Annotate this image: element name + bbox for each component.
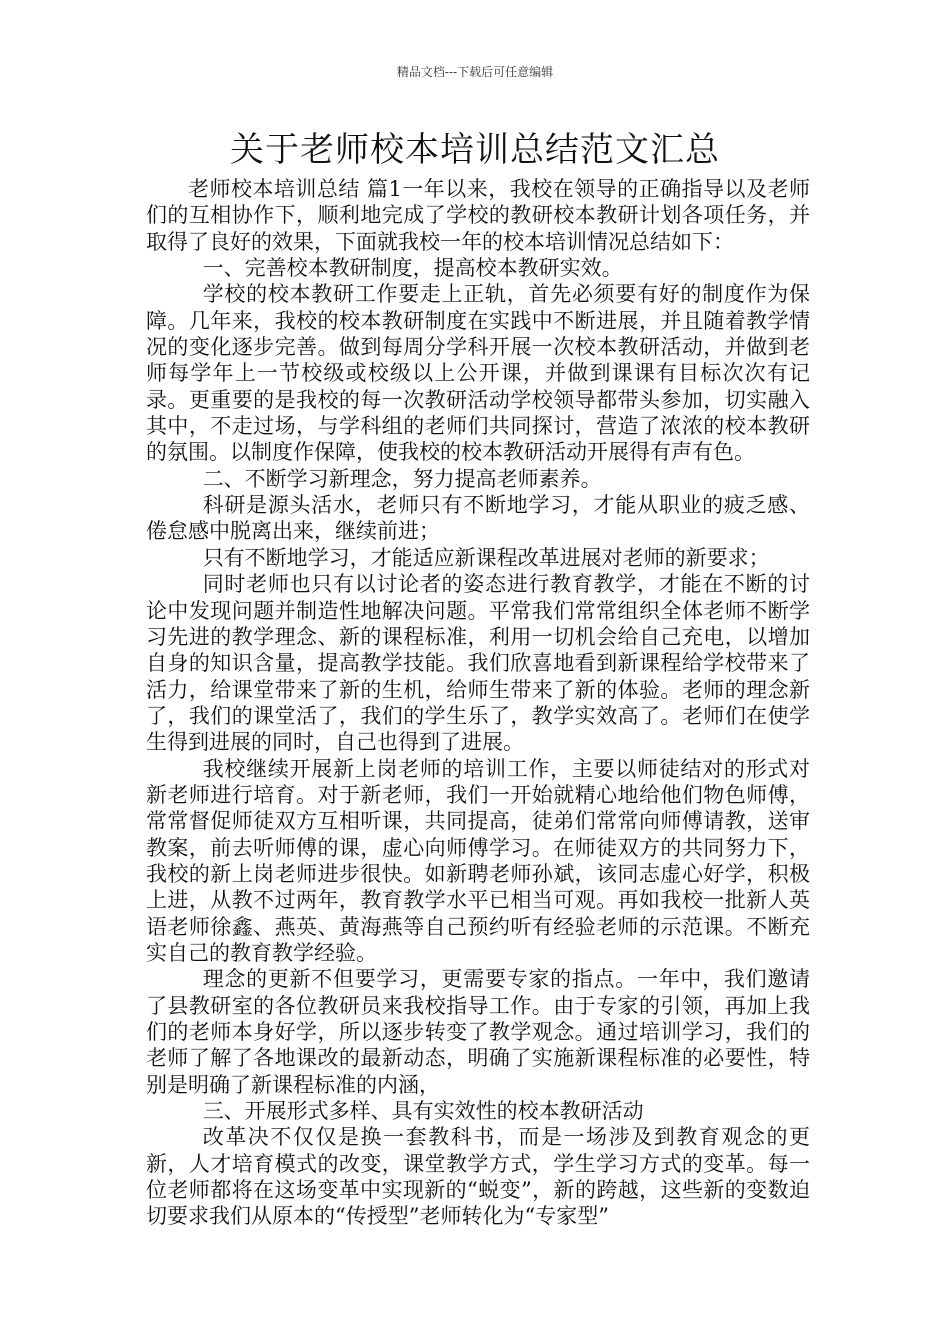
document-title: 关于老师校本培训总结范文汇总 (230, 130, 720, 170)
paragraph: 同时老师也只有以讨论者的姿态进行教育教学，才能在不断的讨论中发现问题并制造性地解决问题。平常我们常常组织全体老师不断学习先进的教学理念、新的课程标准，利用一切机会给自己充电，以增加自身的知识含量，提高教学技能。我们欣喜地看到新课程给学校带来了活力，给课堂带来了新的生机，给师生带来了新的体验。老师的理念新了，我们的课堂活了，我们的学生乐了，教学实效高了。老师们在使学生得到进展的同时，自己也得到了进展。 (146, 572, 810, 755)
paragraph: 科研是源头活水，老师只有不断地学习，才能从职业的疲乏感、倦怠感中脱离出来，继续前进； (146, 493, 810, 544)
page-header: 精品文档---下载后可任意编辑 (396, 65, 554, 79)
paragraph: 我校继续开展新上岗老师的培训工作，主要以师徒结对的形式对新老师进行培育。对于新老师，我们一开始就精心地给他们物色师傅，常常督促师徒双方互相听课，共同提高，徒弟们常常向师傅请教，送审教案，前去听师傅的课，虚心向师傅学习。在师徒双方的共同努力下，我校的新上岗老师进步很快。如新聘老师孙斌，该同志虚心好学，积极上进，从教不过两年，教育教学水平已相当可观。再如我校一批新人英语老师徐鑫、燕英、黄海燕等自己预约听有经验老师的示范课。不断充实自己的教育教学经验。 (146, 756, 810, 965)
section-heading-1: 一、完善校本教研制度，提高校本教研实效。 (202, 256, 623, 281)
paragraph: 理念的更新不但要学习，更需要专家的指点。一年中，我们邀请了县教研室的各位教研员来我校指导工作。由于专家的引领，再加上我们的老师本身好学，所以逐步转变了教学观念。通过培训学习，我们的老师了解了各地课改的最新动态，明确了实施新课程标准的必要性，特别是明确了新课程标准的内涵， (146, 967, 810, 1097)
paragraph: 改革决不仅仅是换一套教科书，而是一场涉及到教育观念的更新，人才培育模式的改变，课堂教学方式，学生学习方式的变革。每一位老师都将在这场变革中实现新的“蜕变”，新的跨越，这些新的变数迫切要求我们从原本的“传授型”老师转化为“专家型” (146, 1125, 810, 1229)
paragraph: 只有不断地学习，才能适应新课程改革进展对老师的新要求； (202, 545, 770, 570)
section-heading-2: 二、不断学习新理念，努力提高老师素养。 (202, 466, 602, 491)
document-body (146, 176, 810, 1230)
paragraph: 学校的校本教研工作要走上正轨，首先必须要有好的制度作为保障。几年来，我校的校本教研制度在实践中不断进展，并且随着教学情况的变化逐步完善。做到每周分学科开展一次校本教研活动，并做到老师每学年上一节校级或校级以上公开课，并做到课课有目标次次有记录。更重要的是我校的每一次教研活动学校领导都带头参加，切实融入其中，不走过场，与学科组的老师们共同探讨，营造了浓浓的校本教研的氛围。以制度作保障，使我校的校本教研活动开展得有声有色。 (146, 282, 810, 465)
section-heading-3: 三、开展形式多样、具有实效性的校本教研活动 (202, 1099, 644, 1124)
paragraph-intro: 老师校本培训总结 篇1一年以来，我校在领导的正确指导以及老师们的互相协作下，顺利地完成了学校的教研校本教研计划各项任务，并取得了良好的效果，下面就我校一年的校本培训情况总结如下： (146, 177, 810, 254)
